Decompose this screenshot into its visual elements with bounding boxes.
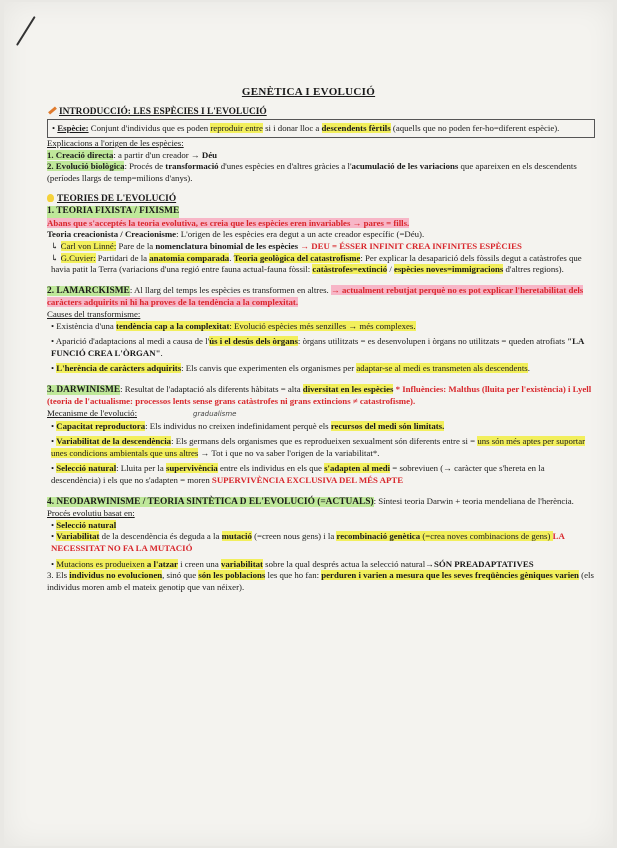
cause-use-disuse: • Aparició d'adaptacions al medi a causa de l'ús i el desús dels òrgans: òrgans utilitzats = es desenvolupen i òrgans no utilitzats = queden atrofiats "LA FUNCIÓ CREA L'ÒRGAN". bbox=[51, 336, 584, 358]
creationism-line: Teoria creacionista / Creacionisme: L'origen de les espècies era degut a un acte creador específic (=Déu). bbox=[47, 229, 425, 240]
lamarckism-intro: 2. LAMARCKISME: Al llarg del temps les espècies es transformen en altres. → actualment rebutjat perquè no es pot explicar l'heretabilitat dels caràcters adquirits ni hi ha proves de la tendència a la complexitat. bbox=[47, 284, 584, 308]
transformism-causes-heading: Causes del transformisme: bbox=[47, 308, 141, 319]
fixism-heading: 1. TEORIA FIXISTA / FIXISME bbox=[47, 206, 180, 217]
cause-complexity: • Existència d'una tendència cap a la complexitat: Evolució espècies més senzilles → més complexes. bbox=[51, 320, 416, 331]
process-variability: • Variabilitat de la descendència és deguda a la mutació (=creen nous gens) i la recombinació genètica (=crea noves combinacions de gens) LA NECESSITAT NO FA LA MUTACIÓ bbox=[51, 531, 565, 553]
neodarwinism-intro: 4. NEODARWINISME / TEORIA SINTÈTICA D EL'EVOLUCIÓ (=ACTUALS): Síntesi teoria Darwin + teoria mendeliana de l'herència. bbox=[47, 495, 574, 507]
theories-heading: TEORIES DE L'EVOLUCIÓ bbox=[47, 194, 595, 206]
mechanism-natural-selection: • Selecció natural: Lluita per la supervivència entre els individus en els que s'adapten al medi = sobreviuen (→ caràcter que s'hereta en la descendència) i els que no s'adapten = moren SUPERVIVÈNCIA EXCLUSIVA DEL MÉS APTE bbox=[51, 463, 545, 486]
pencil-icon bbox=[47, 106, 57, 115]
cause-inheritance: • L'herència de caràcters adquirits: Els canvis que experimenten els organismes per adaptar-se al medi es transmeten als descendents. bbox=[51, 363, 530, 374]
explanation-evolution: 2. Evolució biològica: Procés de transformació d'unes espècies en d'altres gràcies a l'acumulació de les variacions que apareixen en els descendents (períodes llargs de temp=milions d'anys). bbox=[47, 161, 577, 183]
paper-sheet bbox=[4, 2, 613, 846]
neodarwinism-heading: 4. NEODARWINISME / TEORIA SINTÈTICA D EL'EVOLUCIÓ (=ACTUALS) bbox=[47, 496, 374, 507]
lightbulb-icon bbox=[47, 194, 54, 202]
intro-heading: INTRODUCCIÓ: LES ESPÈCIES I L'EVOLUCIÓ bbox=[47, 106, 595, 119]
handwritten-note: gradualisme bbox=[193, 410, 237, 419]
explanation-creation: 1. Creació directa: a partir d'un creador → Déu bbox=[47, 149, 218, 160]
explanations-heading: Explicacions a l'origen de les espècies: bbox=[47, 138, 184, 149]
lamarckism-heading: 2. LAMARCKISME bbox=[47, 285, 130, 296]
linne-line: ↳ Carl von Linné: Pare de la nomenclatura binomial de les espècies → DEU = ÉSSER INFINIT CREA INFINITES ESPÈCIES bbox=[51, 240, 522, 251]
especie-definition-box: • Espècie: Conjunt d'individus que es poden reproduir entre si i donar lloc a descendents fèrtils (aquells que no poden fer-ho=diferent espècie). bbox=[47, 119, 595, 139]
page-title: GENÈTICA I EVOLUCIÓ bbox=[241, 86, 376, 98]
process-natural-selection: • Selecció natural bbox=[51, 519, 117, 530]
mechanism-reproduction: • Capacitat reproductora: Els individus no creixen indefinidament perquè els recursos del medi són limitats. bbox=[51, 420, 445, 431]
pen-mark bbox=[16, 16, 36, 46]
darwin-mechanism-line: Mecanisme de l'evolució: gradualisme bbox=[47, 408, 237, 419]
document-body bbox=[47, 106, 595, 593]
fixism-summary: Abans que s'acceptés la teoria evolutiva, es creia que les espècies eren invariables → pares = fills. bbox=[47, 217, 410, 228]
mechanism-variability: • Variabilitat de la descendència: Els germans dels organismes que es reprodueixen sexualment són diferents entre si = uns són més aptes per suportar unes condicions ambientals que uns altres → Tot i que no va saber l'origen de la variabilitat*. bbox=[51, 436, 586, 458]
process-mutations: • Mutacions es produeixen a l'atzar i creen una variabilitat sobre la qual després actua la selecció natural→SÓN PREADAPTATIVES bbox=[51, 558, 534, 569]
process-populations: 3. Els individus no evolucionen, sinó que són les poblacions les que ho fan: perduren i varien a mesura que les seves freqüències gèniques varien (els individus moren amb el mateix genotip que van néixer). bbox=[47, 570, 594, 592]
cuvier-line: ↳ G.Cuvier: Partidari de la anatomia comparada. Teoria geològica del catastrofisme: Per explicar la desaparició dels fòssils degut a catàstrofes que havia patit la Terra (variacions d'una regió entre fauna actual-fauna fòssil: catàstrofes=extinció / espècies noves=immigracions d'altres regions). bbox=[51, 252, 582, 275]
darwinism-intro: 3. DARWINISME: Resultat de l'adaptació als diferents hàbitats = alta diversitat en les espècies * Influències: Malthus (lluita per l'existència) i Lyell (teoria de l'actualisme: processos lents sense grans catàstrofes ni grans extincions ≠ catastrofisme). bbox=[47, 383, 592, 407]
process-heading: Procés evolutiu basat en: bbox=[47, 508, 135, 519]
darwinism-heading: 3. DARWINISME bbox=[47, 384, 121, 395]
